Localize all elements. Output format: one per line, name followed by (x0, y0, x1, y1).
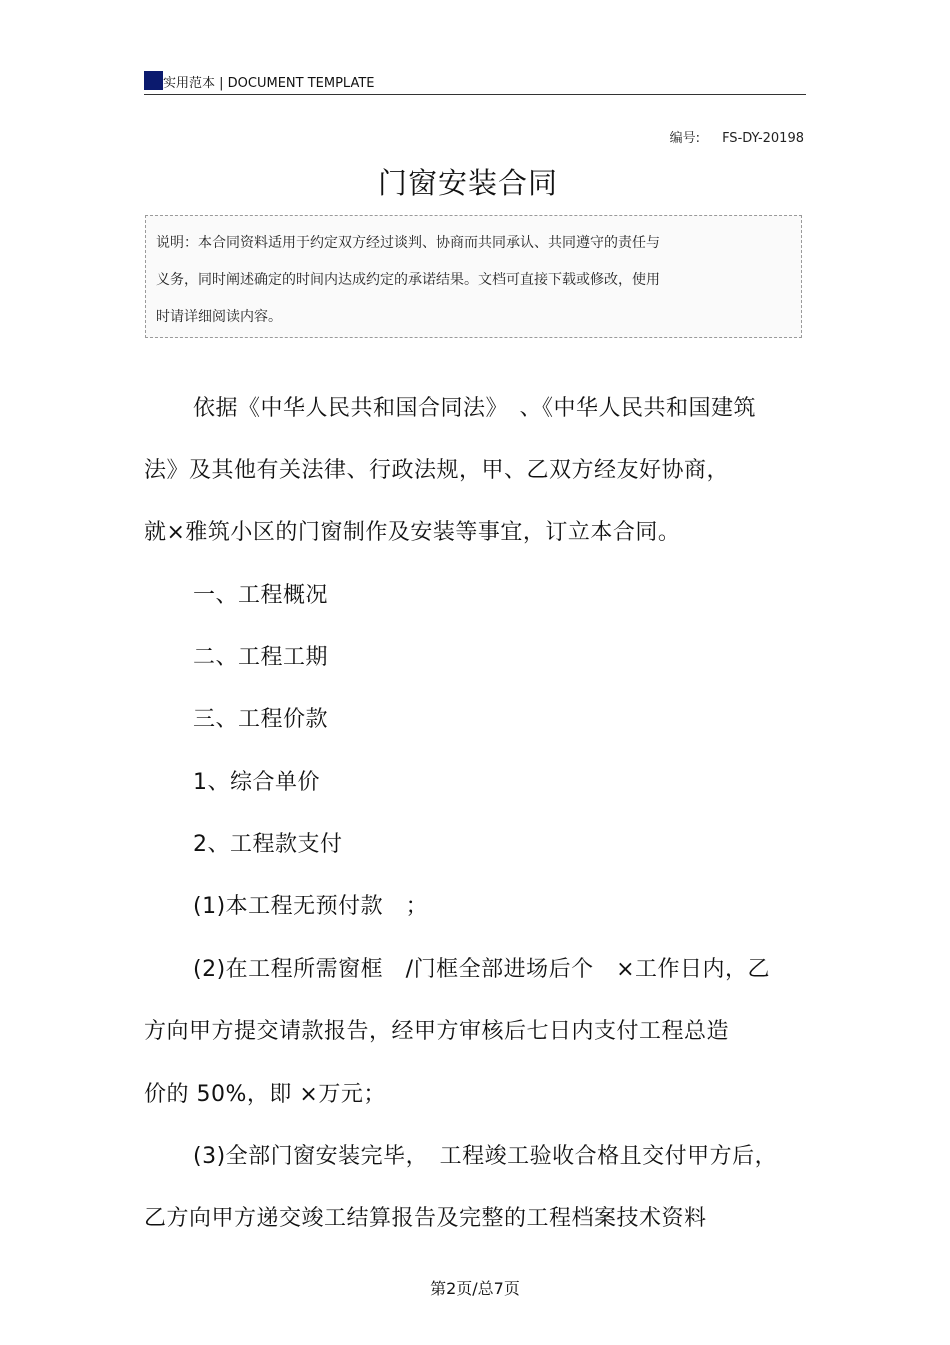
body-paragraph-line: 法》及其他有关法律、行政法规，甲、乙双方经友好协商， (144, 458, 730, 483)
document-number (670, 127, 804, 146)
subsection-heading: 2、工程款支付 (193, 832, 343, 857)
page-title: 门窗安装合同 (377, 166, 558, 200)
header-logo-square (144, 71, 163, 90)
document-header (144, 70, 806, 95)
body-paragraph-line: 乙方向甲方递交竣工结算报告及完整的工程档案技术资料 (144, 1206, 707, 1231)
note-line: 时请详细阅读内容。 (156, 309, 282, 325)
body-paragraph-line: 依据《中华人民共和国合同法》 、《中华人民共和国建筑 (193, 396, 757, 421)
document-number-label: 编号: (669, 131, 701, 146)
subsection-heading: 1、综合单价 (193, 770, 320, 795)
body-paragraph-line: (1)本工程无预付款 ； (193, 894, 429, 919)
note-box (145, 215, 802, 338)
section-heading: 三、工程价款 (193, 707, 329, 732)
body-paragraph-line: 方向甲方提交请款报告，经甲方审核后七日内支付工程总造 (144, 1019, 730, 1044)
body-paragraph-line: (2)在工程所需窗框 /门框全部进场后个 ×工作日内，乙 (193, 957, 771, 982)
header-label: 实用范本 | DOCUMENT TEMPLATE (163, 76, 375, 91)
page-number: 第2页/总7页 (430, 1279, 520, 1298)
section-heading: 二、工程工期 (193, 645, 329, 670)
body-paragraph-line: 价的 50%，即 ×万元； (144, 1082, 386, 1107)
body-paragraph-line: (3)全部门窗安装完毕， 工程竣工验收合格且交付甲方后， (193, 1144, 778, 1169)
document-number-value: FS-DY-20198 (722, 131, 804, 146)
body-paragraph-line: 就×雅筑小区的门窗制作及安装等事宜，订立本合同。 (144, 520, 681, 545)
note-line: 义务，同时阐述确定的时间内达成约定的承诺结果。文档可直接下载或修改，使用 (156, 272, 660, 288)
note-line: 说明：本合同资料适用于约定双方经过谈判、协商而共同承认、共同遵守的责任与 (156, 235, 660, 251)
section-heading: 一、工程概况 (193, 583, 329, 608)
